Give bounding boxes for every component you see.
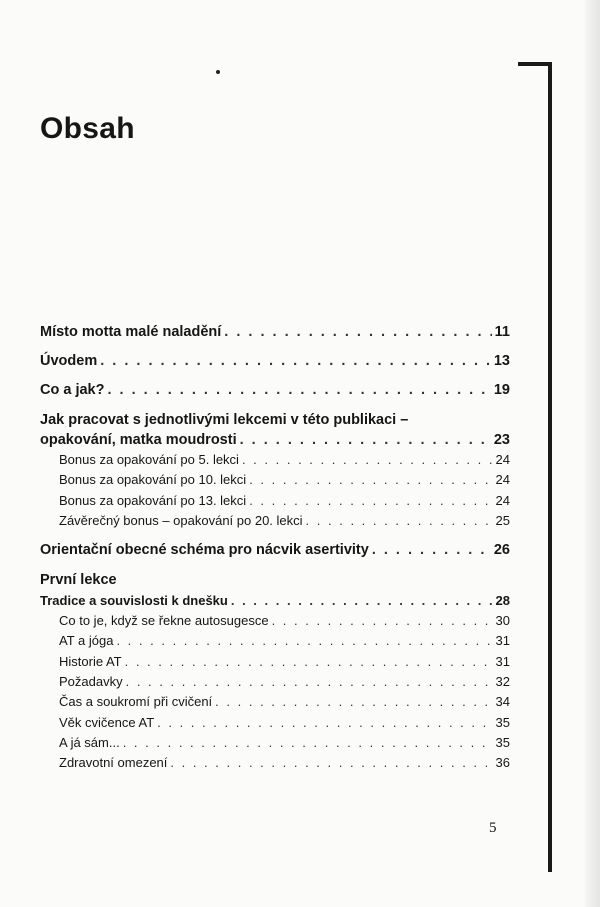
toc-leader-dots bbox=[306, 511, 493, 531]
toc-entry-title: Orientační obecné schéma pro nácvik asertivity bbox=[40, 542, 369, 559]
toc-leader-dots bbox=[125, 652, 493, 672]
table-of-contents bbox=[40, 323, 510, 774]
toc-leader-dots bbox=[231, 591, 493, 611]
toc-subentry bbox=[40, 470, 510, 490]
toc-subentry bbox=[40, 672, 510, 692]
toc-entry-page: 13 bbox=[493, 353, 510, 369]
toc-entry-title: Bonus za opakování po 5. lekci bbox=[59, 452, 239, 467]
toc-subentry bbox=[40, 491, 510, 511]
toc-entry-title: Tradice a souvislosti k dnešku bbox=[40, 593, 228, 609]
toc-entry-title: opakování, matka moudrosti bbox=[40, 432, 237, 448]
toc-entry-page: 24 bbox=[495, 472, 510, 488]
toc-leader-dots bbox=[170, 753, 492, 773]
toc-entry bbox=[40, 431, 510, 450]
toc-leader-dots bbox=[272, 611, 493, 631]
page-number: 5 bbox=[489, 820, 497, 836]
toc-entry bbox=[40, 541, 510, 560]
toc-subentry bbox=[40, 692, 510, 712]
toc-entry-title: Úvodem bbox=[40, 353, 98, 369]
toc-entry-title: Historie AT bbox=[59, 653, 122, 669]
toc-leader-dots bbox=[242, 450, 493, 470]
toc-entry bbox=[40, 352, 510, 371]
toc-subentry bbox=[40, 631, 510, 651]
toc-entry-page: 30 bbox=[495, 613, 510, 629]
toc-entry-page: 35 bbox=[495, 714, 510, 730]
toc-entry-title: Co a jak? bbox=[40, 382, 105, 398]
toc-entry bbox=[40, 591, 510, 611]
toc-entry-title: Čas a soukromí při cvičení bbox=[59, 694, 213, 710]
toc-subentry bbox=[40, 652, 510, 672]
toc-entry-title: Zdravotní omezení bbox=[59, 755, 168, 771]
toc-entry-title: Místo motta malé naladění bbox=[40, 324, 222, 340]
toc-entry-page: 31 bbox=[495, 653, 510, 669]
toc-leader-dots bbox=[372, 541, 491, 560]
toc-entry-title: Požadavky bbox=[59, 674, 123, 690]
toc-entry bbox=[40, 381, 510, 400]
toc-entry bbox=[40, 323, 510, 342]
toc-subentry bbox=[40, 611, 510, 631]
toc-subentry bbox=[40, 450, 510, 470]
toc-entry-page: 26 bbox=[493, 542, 510, 559]
toc-leader-dots bbox=[215, 692, 492, 712]
toc-entry-title: Bonus za opakování po 10. lekci bbox=[59, 472, 247, 488]
toc-leader-dots bbox=[116, 631, 492, 651]
toc-entry-page: 28 bbox=[495, 593, 510, 609]
toc-entry-page: 11 bbox=[494, 324, 510, 340]
toc-entry-title: Co to je, když se řekne autosugesce bbox=[59, 613, 269, 629]
toc-entry-title: A já sám... bbox=[59, 734, 120, 750]
toc-leader-dots bbox=[249, 491, 492, 511]
toc-subentry bbox=[40, 511, 510, 531]
toc-leader-dots bbox=[100, 352, 491, 371]
toc-leader-dots bbox=[224, 323, 491, 342]
page-edge-shadow bbox=[585, 0, 600, 907]
toc-leader-dots bbox=[126, 672, 493, 692]
toc-leader-dots bbox=[107, 381, 490, 400]
toc-entry-title: Věk cvičence AT bbox=[59, 714, 155, 730]
print-dot bbox=[216, 70, 220, 74]
toc-lesson-heading: První lekce bbox=[40, 572, 117, 589]
toc-entry-page: 32 bbox=[495, 674, 510, 690]
decorative-corner-rule-horizontal bbox=[518, 62, 552, 66]
toc-subentry bbox=[40, 733, 510, 753]
toc-leader-dots bbox=[240, 431, 491, 450]
toc-entry-title: AT a jóga bbox=[59, 633, 114, 649]
toc-subentry bbox=[40, 753, 510, 773]
toc-entry-page: 36 bbox=[495, 755, 510, 771]
toc-entry-page: 24 bbox=[495, 492, 510, 508]
toc-leader-dots bbox=[157, 713, 492, 733]
toc-entry-title: Bonus za opakování po 13. lekci bbox=[59, 492, 247, 508]
toc-entry-title: Závěrečný bonus – opakování po 20. lekci bbox=[59, 512, 303, 528]
toc-entry-title-line1: Jak pracovat s jednotlivými lekcemi v této publikaci – bbox=[40, 412, 409, 428]
toc-entry-page: 31 bbox=[495, 633, 510, 649]
toc-entry-page: 24 bbox=[495, 452, 510, 467]
toc-entry-page: 19 bbox=[493, 382, 510, 398]
toc-entry-page: 35 bbox=[495, 734, 510, 750]
toc-entry-page: 23 bbox=[493, 432, 510, 448]
page-title: Obsah bbox=[40, 112, 135, 145]
decorative-corner-rule-vertical bbox=[548, 62, 552, 872]
toc-leader-dots bbox=[249, 470, 492, 490]
toc-subentry bbox=[40, 713, 510, 733]
toc-entry-page: 25 bbox=[495, 512, 510, 528]
toc-entry-page: 34 bbox=[495, 694, 510, 710]
toc-leader-dots bbox=[123, 733, 493, 753]
